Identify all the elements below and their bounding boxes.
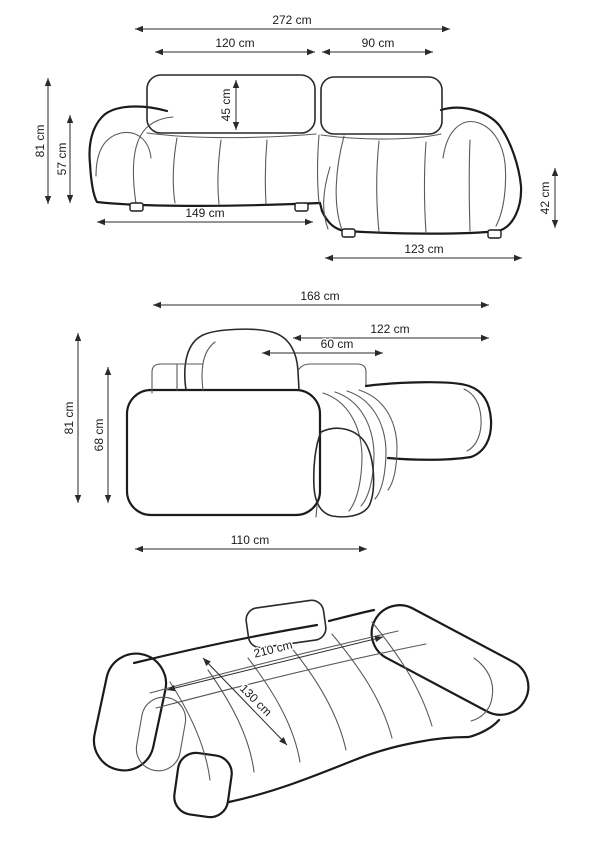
side-backrest-pillow-inner bbox=[202, 342, 215, 390]
front-sofa-outline-right bbox=[320, 108, 521, 234]
front-right-arm-inner bbox=[443, 122, 506, 226]
dim-label-chaise-end-height: 42 cm bbox=[538, 181, 552, 215]
dim-label-left-seat-width: 120 cm bbox=[215, 36, 255, 50]
front-left-arm-inner bbox=[96, 117, 173, 204]
side-bottom-notch bbox=[316, 506, 317, 517]
front-leg bbox=[130, 203, 143, 211]
dim-label-chaise-length: 123 cm bbox=[404, 242, 444, 256]
dim-label-overall-height: 81 cm bbox=[33, 124, 47, 158]
front-sofa-outline-left bbox=[90, 106, 320, 205]
dim-label-bed-width: 130 cm bbox=[236, 681, 275, 720]
front-leg bbox=[488, 230, 501, 238]
bed-front-edge bbox=[229, 720, 499, 802]
side-view bbox=[62, 289, 491, 549]
front-sofa-drawing bbox=[90, 75, 522, 238]
dim-label-chaise-depth: 122 cm bbox=[370, 322, 410, 336]
dim-label-base-length: 149 cm bbox=[185, 206, 225, 220]
dim-label-seat-depth: 60 cm bbox=[320, 337, 354, 351]
front-leg bbox=[342, 229, 355, 237]
side-fan-channels bbox=[323, 390, 397, 511]
side-seat-cushion bbox=[314, 428, 374, 517]
unfolded-view bbox=[88, 595, 538, 819]
dim-label-back-cushion-height: 45 cm bbox=[219, 88, 233, 122]
bed-front-cushion bbox=[172, 751, 234, 820]
side-armrest bbox=[127, 390, 320, 515]
front-back-cushion-right bbox=[321, 77, 442, 134]
bed-left-armrest bbox=[88, 648, 171, 776]
dim-label-overall-width: 272 cm bbox=[272, 13, 312, 27]
dim-label-overall-depth: 168 cm bbox=[300, 289, 340, 303]
dim-label-arm-depth: 110 cm bbox=[230, 533, 270, 547]
bed-right-armrest bbox=[362, 595, 538, 724]
unfolded-sofa-drawing bbox=[88, 595, 538, 819]
dim-label-side-overall-height: 81 cm bbox=[62, 401, 76, 435]
dim-label-bed-length: 210 cm bbox=[252, 637, 294, 661]
side-sofa-drawing bbox=[127, 329, 491, 517]
front-leg bbox=[295, 203, 308, 211]
dim-label-arm-height: 57 cm bbox=[55, 142, 69, 176]
side-chaise-cap-inner bbox=[464, 389, 481, 451]
side-chaise-bar bbox=[366, 382, 491, 460]
front-view bbox=[33, 13, 555, 258]
dim-label-right-seat-width: 90 cm bbox=[361, 36, 395, 50]
dim-label-arm-front-height: 68 cm bbox=[92, 418, 106, 452]
